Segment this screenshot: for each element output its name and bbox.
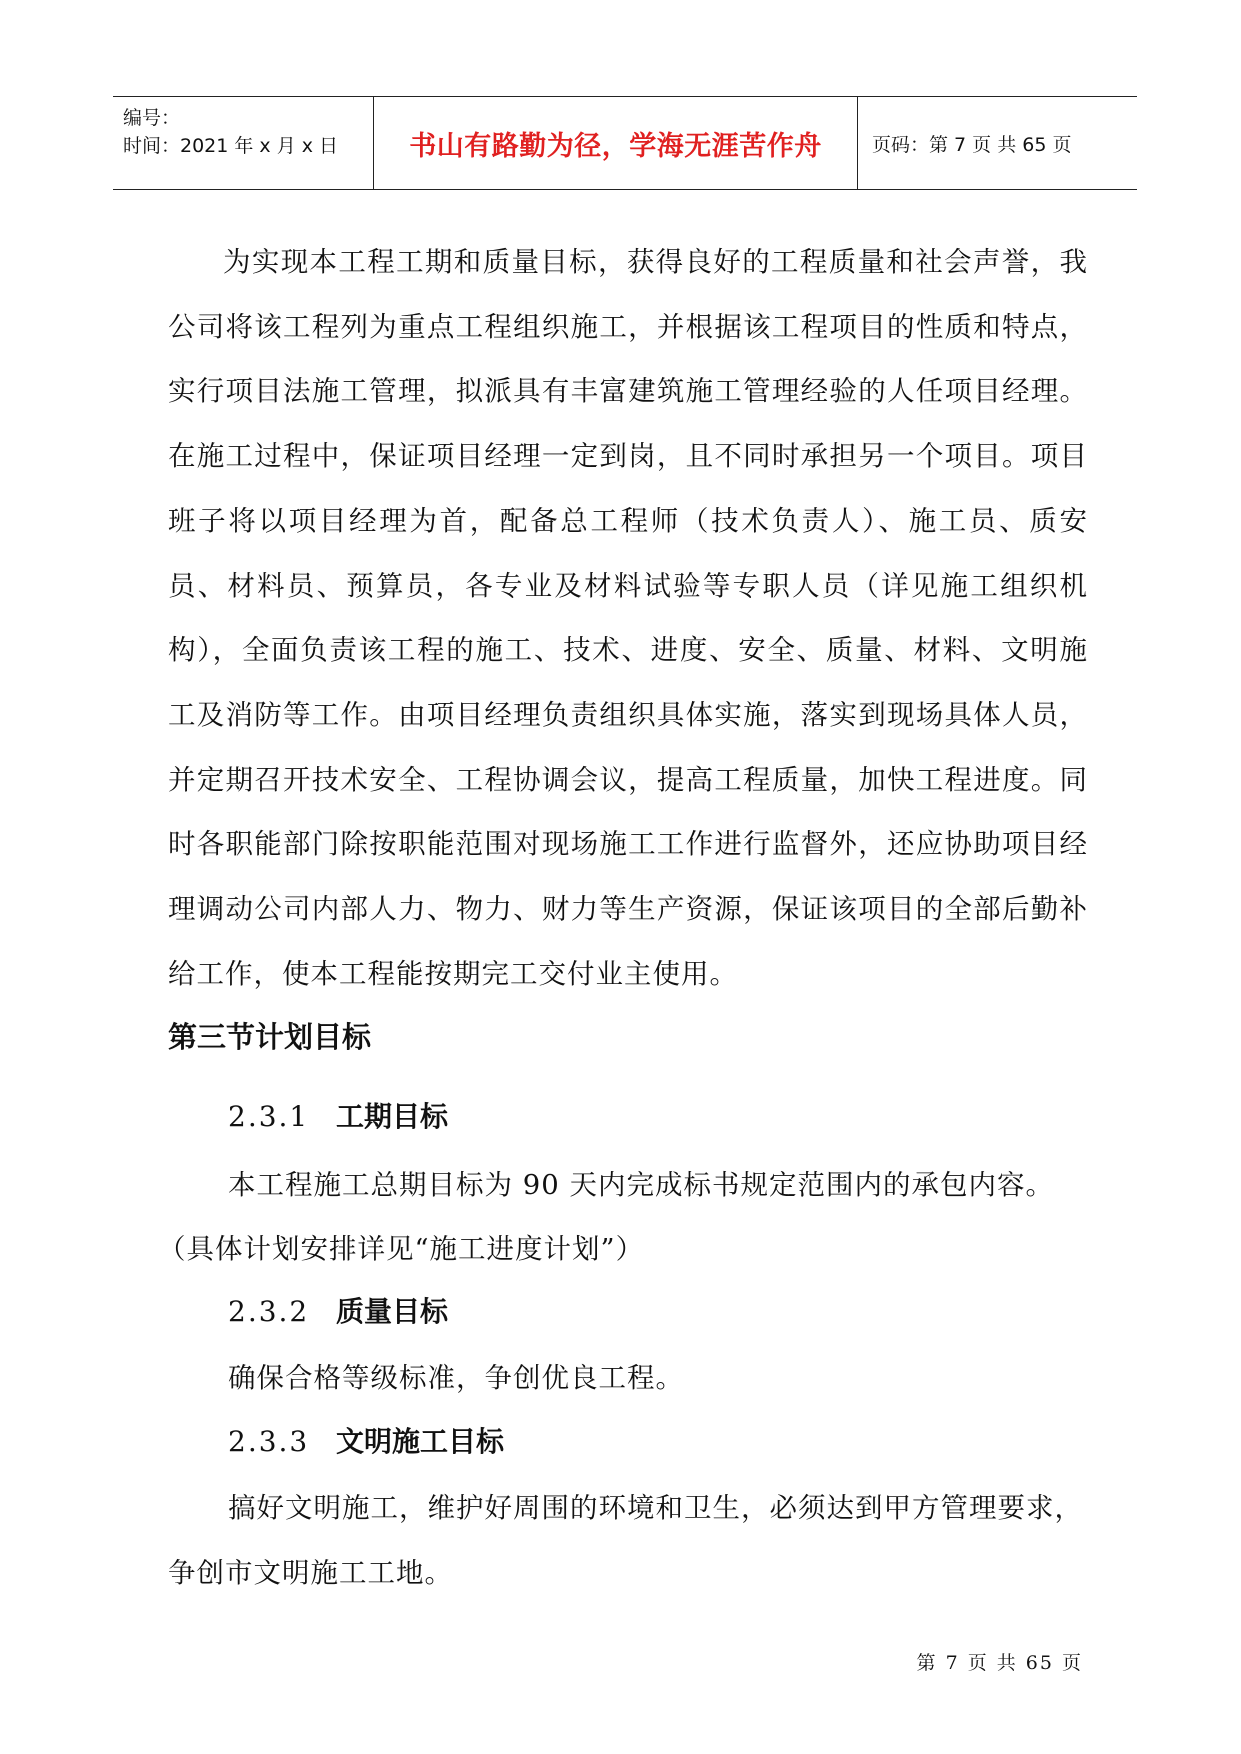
body-content <box>168 230 1088 1006</box>
document-header <box>113 96 1137 190</box>
schedule-note-line: （具体计划安排详见“施工进度计划”） <box>158 1233 645 1265</box>
header-meta-cell <box>113 97 373 189</box>
subsection-heading-civilized-construction <box>228 1420 504 1460</box>
civilized-text-line-2: 争创市文明施工工地。 <box>168 1557 453 1589</box>
page-footer: 第 7 页 共 65 页 <box>916 1652 1083 1674</box>
subsection-heading-schedule <box>228 1095 448 1135</box>
intro-paragraph: 为实现本工程工期和质量目标，获得良好的工程质量和社会声誉，我公司将该工程列为重点工程组织施工，并根据该工程项目的性质和特点，实行项目法施工管理，拟派具有丰富建筑施工管理经验的人任项目经理。在施工过程中，保证项目经理一定到岗，且不同时承担另一个项目。项目班子将以项目经理为首，配备总工程师（技术负责人）、施工员、质安员、材料员、预算员，各专业及材料试验等专职人员（详见施工组织机构），全面负责该工程的施工、技术、进度、安全、质量、材料、文明施工及消防等工作。由项目经理负责组织具体实施，落实到现场具体人员，并定期召开技术安全、工程协调会议，提高工程质量，加快工程进度。同时各职能部门除按职能范围对现场施工工作进行监督外，还应协助项目经理调动公司内部人力、物力、财力等生产资源，保证该项目的全部后勤补给工作，使本工程能按期完工交付业主使用。 <box>168 246 1088 990</box>
header-motto: 书山有路勤为径，学海无涯苦作舟 <box>409 130 822 162</box>
document-number-label: 编号： <box>123 107 181 129</box>
header-pager-cell <box>858 97 1137 189</box>
quality-text-line: 确保合格等级标准，争创优良工程。 <box>228 1362 684 1394</box>
header-page-number: 页码：第 7 页 共 65 页 <box>872 133 1072 156</box>
schedule-text-line: 本工程施工总期目标为 90 天内完成标书规定范围内的承包内容。 <box>228 1169 1054 1201</box>
subsection-title: 工期目标 <box>336 1100 449 1133</box>
section-heading: 第三节计划目标 <box>168 1020 372 1054</box>
header-motto-cell <box>373 97 858 189</box>
subsection-heading-quality <box>228 1290 448 1330</box>
subsection-number: 2.3.3 <box>228 1425 310 1458</box>
subsection-number: 2.3.1 <box>228 1100 310 1133</box>
civilized-text-line-1: 搞好文明施工，维护好周围的环境和卫生，必须达到甲方管理要求， <box>228 1492 1083 1524</box>
subsection-number: 2.3.2 <box>228 1295 310 1328</box>
subsection-title: 质量目标 <box>336 1295 449 1328</box>
subsection-title: 文明施工目标 <box>336 1425 505 1458</box>
document-time-label: 时间：2021 年 x 月 x 日 <box>123 135 339 157</box>
